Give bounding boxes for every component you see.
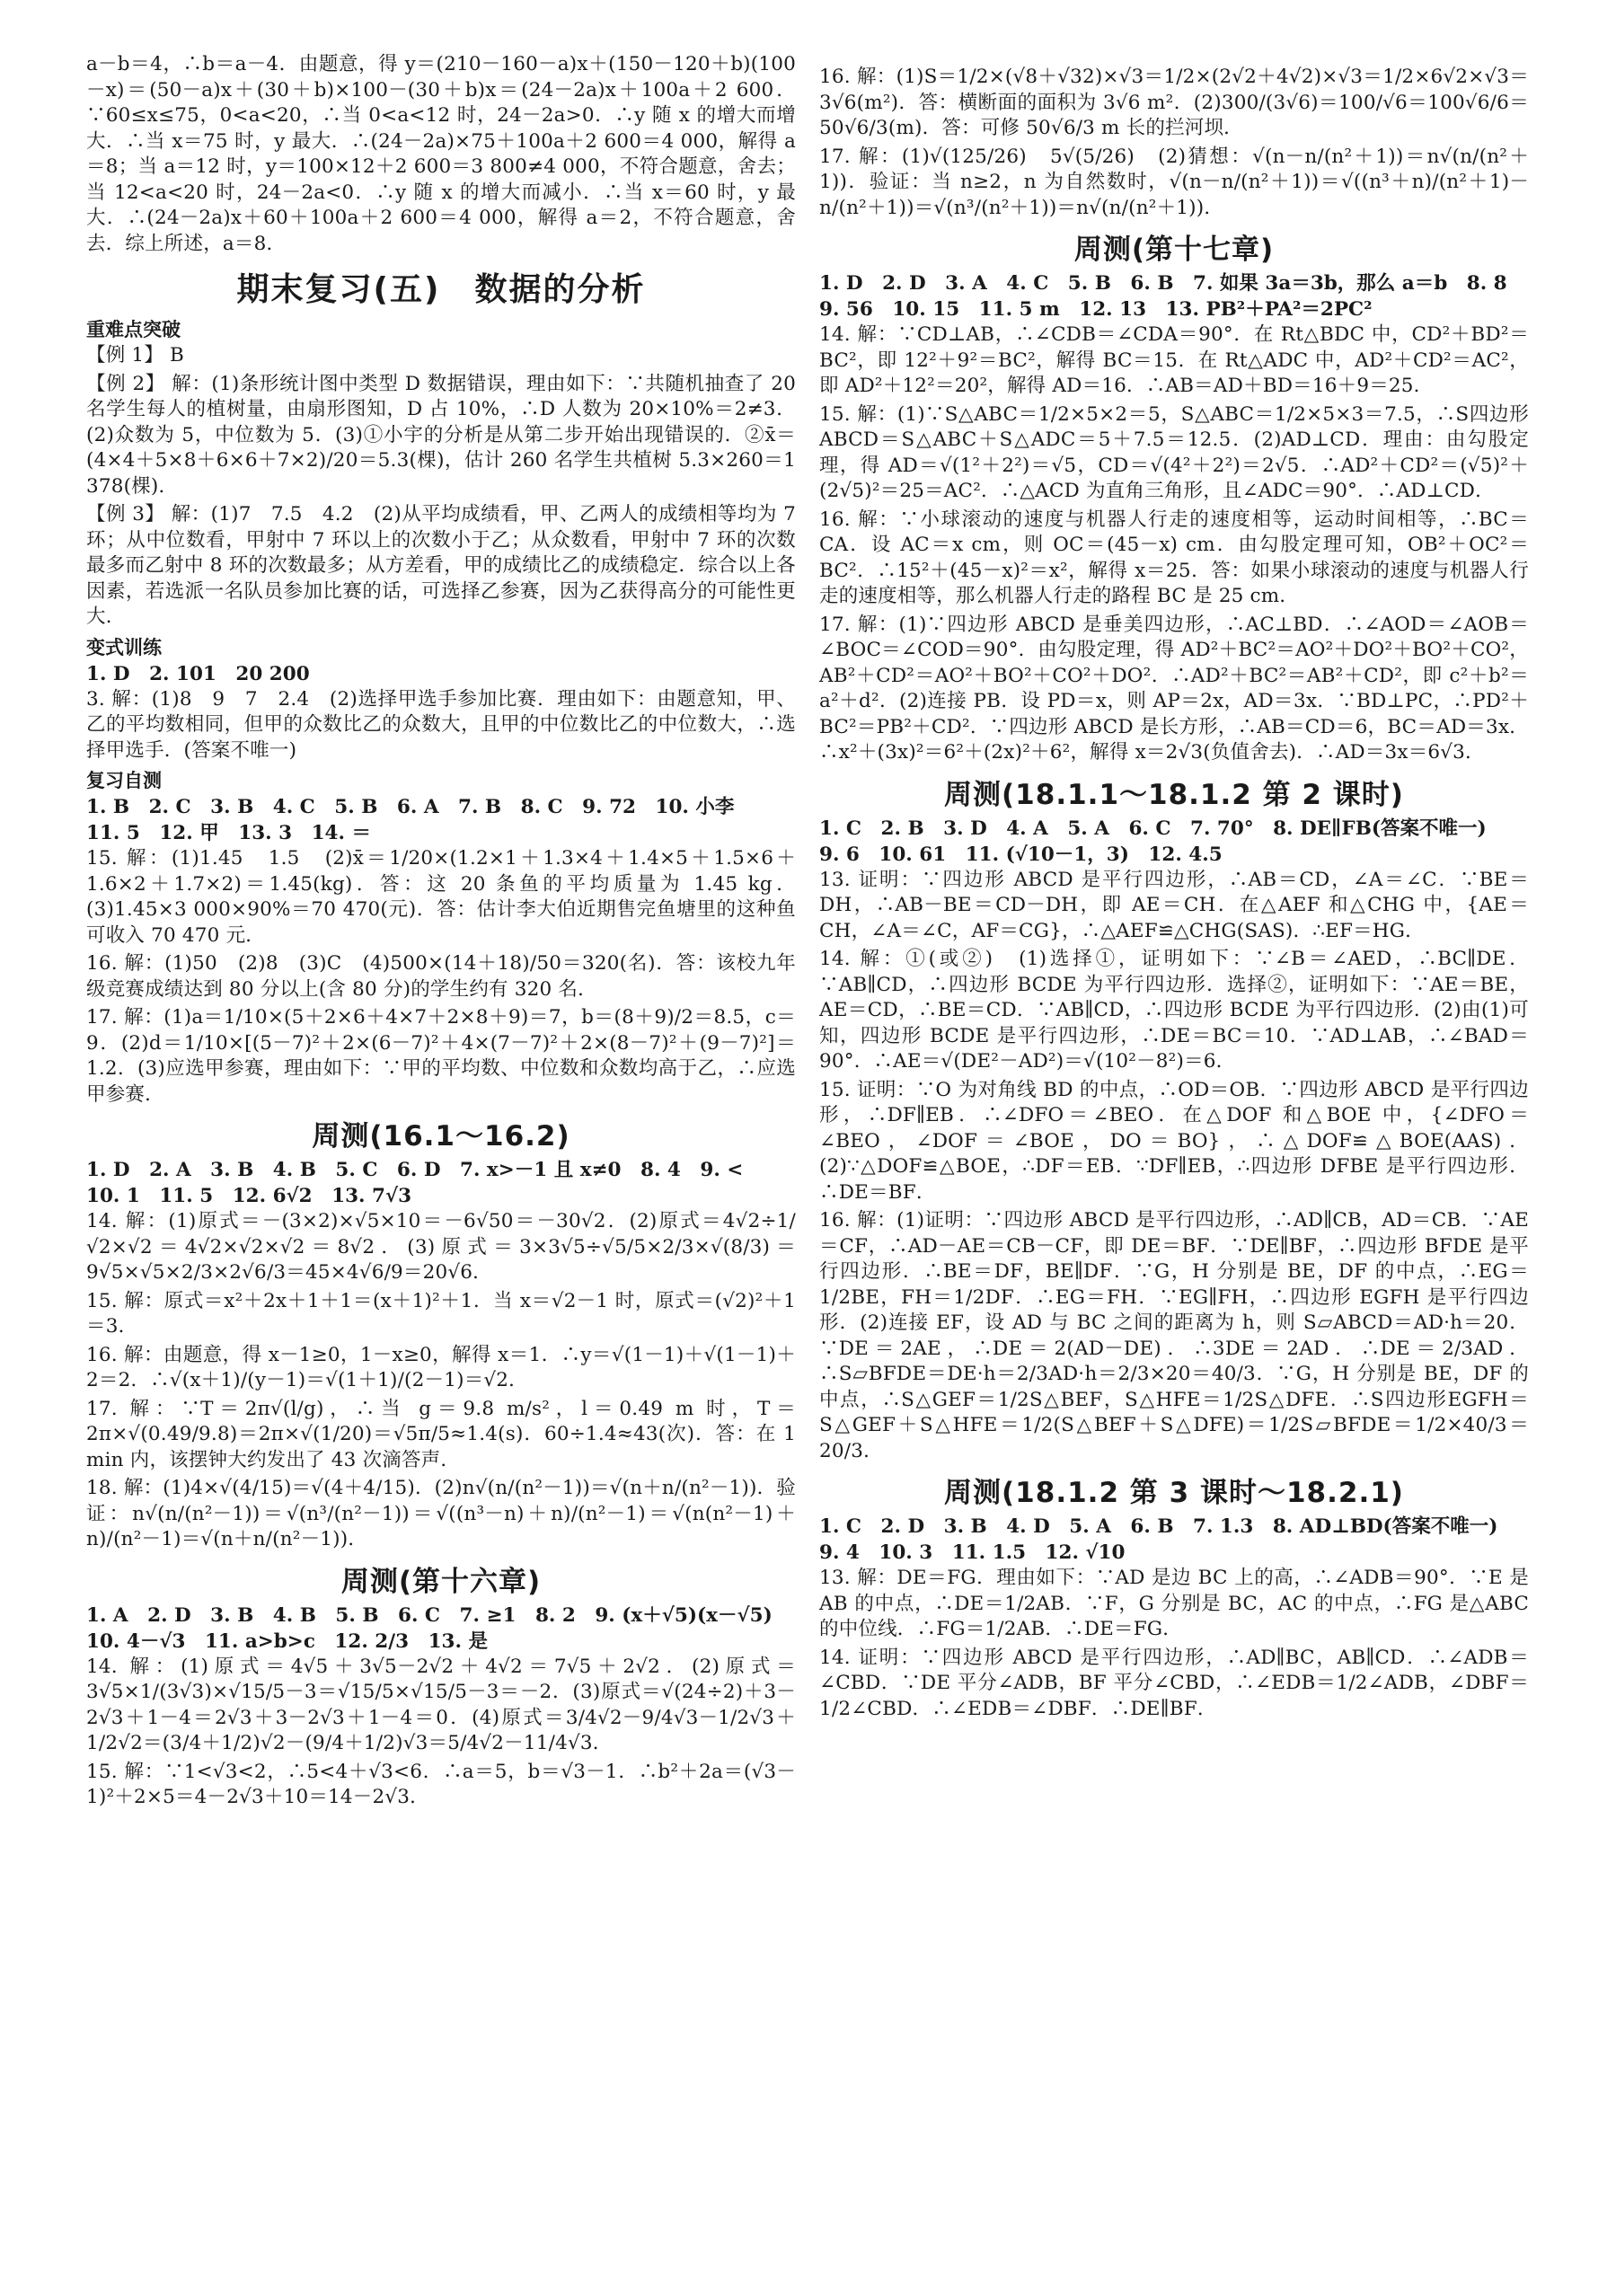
answer-line: 1. D 2. A 3. B 4. B 5. C 6. D 7. x>－1 且 x≠0 8. 4 9. < xyxy=(86,1159,744,1181)
solution-text: 14. 解：(1)原式＝－(3×2)×√5×10＝－6√50＝－30√2．(2)原式＝4√2÷1/√2×√2＝4√2×√2×√2＝8√2．(3)原式＝3×3√5÷√5/5×2/3×√(8/3)＝9√5×√5×2/3×2√6/3＝45×4√6/9＝20√6． xyxy=(86,1210,796,1284)
section-title: 周测(第十七章) xyxy=(1073,234,1275,266)
solution-text: 14. 解：(1)原式＝4√5＋3√5－2√2＋4√2＝7√5＋2√2．(2)原式＝3√5×1/(3√3)×√15/5－3＝√15/5×√15/5－3＝－2．(3)原式＝√(24÷2)＋3－2√3＋1－4＝2√3＋3－2√3＋1－4＝0．(4)原式＝3/4√2－9/4√3－1/2√3＋1/2√2＝(3/4＋1/2)√2－(9/4＋1/2)√3＝5/4√2－11/4√3． xyxy=(86,1655,796,1754)
section-title: 期末复习(五) 数据的分析 xyxy=(236,271,646,308)
solution-text: 16. 解：∵小球滚动的速度与机器人行走的速度相等，运动时间相等，∴BC＝CA．设 AC＝x cm，则 OC＝(45－x) cm．由勾股定理可知，OB²＋OC²＝BC²．∴15²＋(45－x)²＝x²，解得 x＝25．答：如果小球滚动的速度与机器人行走的速度相等，那么机器人行走的路程 BC 是 25 cm． xyxy=(819,508,1529,607)
answer-line: 1. B 2. C 3. B 4. C 5. B 6. A 7. B 8. C 9. 72 10. 小李 xyxy=(86,796,735,818)
example-answer: 【例 3】 解：(1)7 7.5 4.2 (2)从平均成绩看，甲、乙两人的成绩相等均为 7 环；从中位数看，甲射中 7 环以上的次数小于乙；从众数看，甲射中 7 环的次数最多而乙射中 8 环的次数最多；从方差看，甲的成绩比乙的成绩稳定．综合以上各因素，若选派一名队员参加比赛的话，可选择乙参赛，因为乙获得高分的可能性更大． xyxy=(86,503,803,628)
solution-text: 14. 解：①(或②) (1)选择①，证明如下：∵∠B＝∠AED，∴BC∥DE．∵AB∥CD，∴四边形 BCDE 为平行四边形．选择②，证明如下：∵AE＝BE，AE＝CD，∴BE＝CD．∵AB∥CD，∴四边形 BCDE 为平行四边形．(2)由(1)可知，四边形 BCDE 是平行四边形，∴DE＝BC＝10．∵AD⊥AB，∴∠BAD＝90°．∴AE＝√(DE²－AD²)＝√(10²－8²)＝6． xyxy=(819,948,1529,1073)
solution-text: 17. 解：(1)√(125/26) 5√(5/26) (2)猜想：√(n－n/(n²＋1))＝n√(n/(n²＋1))．验证：当 n≥2，n 为自然数时，√(n－n/(n²＋1))＝√((n³＋n)/(n²＋1)－n/(n²＋1))＝√(n³/(n²＋1))＝n√(n/(n²＋1))． xyxy=(819,145,1529,219)
solution-text: 16. 解：(1)证明：∵四边形 ABCD 是平行四边形，∴AD∥CB，AD＝CB．∵AE＝CF，∴AD－AE＝CB－CF，即 DE＝BF．∵DE∥BF，∴四边形 BFDE 是平行四边形．∴BE＝DF，BE∥DF．∵G，H 分别是 BE，DF 的中点，∴EG＝1/2BE，FH＝1/2DF．∴EG＝FH．∵EG∥FH，∴四边形 EGFH 是平行四边形．(2)连接 EF，设 AD 与 BC 之间的距离为 h，则 S▱ABCD＝AD·h＝20．∵DE＝2AE，∴DE＝2(AD－DE)．∴3DE＝2AD．∴DE＝2/3AD．∴S▱BFDE＝DE·h＝2/3AD·h＝2/3×20＝40/3．∵G，H 分别是 BE，DF 的中点，∴S△GEF＝1/2S△BEF，S△HFE＝1/2S△DFE．∴S四边形EGFH＝S△GEF＋S△HFE＝1/2(S△BEF＋S△DFE)＝1/2S▱BFDE＝1/2×40/3＝20/3． xyxy=(819,1209,1529,1462)
answer-line: 1. A 2. D 3. B 4. B 5. B 6. C 7. ≥1 8. 2 9. (x＋√5)(x－√5) xyxy=(86,1603,773,1627)
solution-text: 13. 证明：∵四边形 ABCD 是平行四边形，∴AB＝CD，∠A＝∠C．∵BE＝DH，∴AB－BE＝CD－DH，即 AE＝CH．在△AEF 和△CHG 中，{AE＝CH，∠A＝∠C，AF＝CG}，∴△AEF≌△CHG(SAS)．∴EF＝HG． xyxy=(819,868,1529,942)
solution-text: 16. 解：(1)S＝1/2×(√8＋√32)×√3＝1/2×(2√2＋4√2)×√3＝1/2×6√2×√3＝3√6(m²)．答：横断面的面积为 3√6 m²．(2)300/(3√6)＝100/√6＝100√6/6＝50√6/3(m)．答：可修 50√6/3 m 长的拦河坝． xyxy=(819,66,1529,139)
subsection-title: 重难点突破 xyxy=(86,319,181,340)
answer-line: 1. D 2. D 3. A 4. C 5. B 6. B 7. 如果 3a＝3b，那么 a＝b 8. 8 xyxy=(819,272,1507,295)
answer-line: 9. 6 10. 61 11. (√10－1，3) 12. 4.5 xyxy=(819,843,1223,866)
solution-text: 17. 解：(1)∵四边形 ABCD 是垂美四边形，∴AC⊥BD．∴∠AOD＝∠AOB＝∠BOC＝∠COD＝90°．由勾股定理，得 AD²＋BC²＝AO²＋DO²＋BO²＋CO²，AB²＋CD²＝AO²＋BO²＋CO²＋DO²．∴AD²＋BC²＝AB²＋CD²，即 c²＋b²＝a²＋d²．(2)连接 PB．设 PD＝x，则 AP＝2x，AD＝3x．∵BD⊥PC，∴PD²＋BC²＝PB²＋CD²．∵四边形 ABCD 是长方形，∴AB＝CD＝6，BC＝AD＝3x．∴x²＋(3x)²＝6²＋(2x)²＋6²，解得 x＝2√3(负值舍去)．∴AD＝3x＝6√3． xyxy=(819,613,1529,764)
example-answer: 【例 1】 B xyxy=(86,344,185,366)
answer-line: 1. C 2. B 3. D 4. A 5. A 6. C 7. 70° 8. DE∥FB(答案不唯一) xyxy=(819,817,1487,840)
solution-text: 15. 解：(1)1.45 1.5 (2)x̄＝1/20×(1.2×1＋1.3×4＋1.4×5＋1.5×6＋1.6×2＋1.7×2)＝1.45(kg)．答：这 20 条鱼的平均质量为 1.45 kg．(3)1.45×3 000×90%＝70 470(元)．答：估计李大伯近期售完鱼塘里的这种鱼可收入 70 470 元． xyxy=(86,847,796,947)
solution-text: 14. 证明：∵四边形 ABCD 是平行四边形，∴AD∥BC，AB∥CD．∴∠ADB＝∠CBD．∵DE 平分∠ADB，BF 平分∠CBD，∴∠EDB＝1/2∠ADB，∠DBF＝1/2∠CBD．∴∠EDB＝∠DBF．∴DE∥BF． xyxy=(819,1646,1529,1720)
solution-text: 18. 解：(1)4×√(4/15)＝√(4＋4/15)．(2)n√(n/(n²－1))＝√(n＋n/(n²－1))．验证：n√(n/(n²－1))＝√(n³/(n²－1))＝√((n³－n)＋n)/(n²－1)＝√(n(n²－1)＋n)/(n²－1)＝√(n＋n/(n²－1))． xyxy=(86,1477,796,1550)
subsection-title: 变式训练 xyxy=(86,636,162,658)
section-title: 周测(16.1～16.2) xyxy=(312,1120,570,1152)
solution-text: 15. 解：(1)∵S△ABC＝1/2×5×2＝5，S△ABC＝1/2×5×3＝7.5，∴S四边形ABCD＝S△ABC＋S△ADC＝5＋7.5＝12.5．(2)AD⊥CD．理由：由勾股定理，得 AD＝√(1²＋2²)＝√5，CD＝√(4²＋2²)＝2√5．∴AD²＋CD²＝(√5)²＋(2√5)²＝25＝AC²．∴△ACD 为直角三角形，且∠ADC＝90°．∴AD⊥CD． xyxy=(819,402,1529,502)
section-title: 周测(18.1.1～18.1.2 第 2 课时) xyxy=(944,778,1404,811)
answer-line: 1. C 2. D 3. B 4. D 5. A 6. B 7. 1.3 8. AD⊥BD(答案不唯一) xyxy=(819,1515,1498,1538)
answer-line: 1. D 2. 101 20 200 xyxy=(86,662,310,685)
example-answer: 【例 2】 解：(1)条形统计图中类型 D 数据错误，理由如下：∵共随机抽查了 20 名学生每人的植树量，由扇形图知，D 占 10%，∴D 人数为 20×10%＝2≠3．(2)众数为 5，中位数为 5．(3)①小宇的分析是从第二步开始出现错误的．②x̄＝(4×4＋5×8＋6×6＋7×2)/20＝5.3(棵)，估计 260 名学生共植树 5.3×260＝1 378(棵)． xyxy=(86,372,803,498)
answer-line: 10. 1 11. 5 12. 6√2 13. 7√3 xyxy=(86,1185,412,1207)
solution-text: 15. 解：∵1<√3<2，∴5<4＋√3<6．∴a＝5，b＝√3－1．∴b²＋2a＝(√3－1)²＋2×5＝4－2√3＋10＝14－2√3． xyxy=(86,1760,796,1808)
solution-text: 17. 解：∵T＝2π√(l/g)，∴当 g＝9.8 m/s²，l＝0.49 m 时，T＝2π×√(0.49/9.8)＝2π×√(1/20)＝√5π/5≈1.4(s)．60÷1.4≈43(次)．答：在 1 min 内，该摆钟大约发出了 43 次滴答声． xyxy=(86,1397,803,1471)
section-title: 周测(第十六章) xyxy=(340,1565,542,1598)
left-column xyxy=(86,52,803,1814)
answer-line: 11. 5 12. 甲 13. 3 14. ＝ xyxy=(86,822,371,844)
solution-text: 13. 解：DE＝FG．理由如下：∵AD 是边 BC 上的高，∴∠ADB＝90°．∵E 是 AB 的中点，∴DE＝1/2AB．∵F，G 分别是 BC，AC 的中点，∴FG 是△ABC 的中位线．∴FG＝1/2AB．∴DE＝FG． xyxy=(819,1567,1536,1640)
solution-text: 17. 解：(1)a＝1/10×(5＋2×6＋4×7＋2×8＋9)＝7，b＝(8＋9)/2＝8.5，c＝9．(2)d＝1/10×[(5－7)²＋2×(6－7)²＋4×(7－7)²＋2×(8－7)²＋(9－7)²]＝1.2．(3)应选甲参赛，理由如下：∵甲的平均数、中位数和众数均高于乙，∴应选甲参赛． xyxy=(86,1006,796,1106)
section-title: 周测(18.1.2 第 3 课时～18.2.1) xyxy=(944,1477,1404,1509)
subsection-title: 复习自测 xyxy=(86,770,162,791)
right-column xyxy=(819,65,1536,1725)
solution-text: a－b＝4，∴b＝a－4．由题意，得 y＝(210－160－a)x＋(150－120＋b)(100－x)＝(50－a)x＋(30＋b)×100－(30＋b)x＝(24－2a)x＋100a＋2 600．∵60≤x≤75，0<a<20，∴当 0<a<12 时，24－2a>0．∴y 随 x 的增大而增大．∴当 x＝75 时，y 最大．∴(24－2a)×75＋100a＋2 600＝4 000，解得 a＝8；当 a＝12 时，y＝100×12＋2 600＝3 800≠4 000，不符合题意，舍去；当 12<a<20 时，24－2a<0．∴y 随 x 的增大而减小．∴当 x＝60 时，y 最大．∴(24－2a)x＋60＋100a＋2 600＝4 000，解得 a＝2，不符合题意，舍去．综上所述，a＝8． xyxy=(86,53,796,255)
solution-text: 15. 证明：∵O 为对角线 BD 的中点，∴OD＝OB．∵四边形 ABCD 是平行四边形，∴DF∥EB．∴∠DFO＝∠BEO．在△DOF 和△BOE 中，{∠DFO＝∠BEO，∠DOF＝∠BOE，DO＝BO}，∴△DOF≌△BOE(AAS)．(2)∵△DOF≌△BOE，∴DF＝EB．∵DF∥EB，∴四边形 DFBE 是平行四边形．∴DE＝BF． xyxy=(819,1078,1529,1204)
solution-text: 3. 解：(1)8 9 7 2.4 (2)选择甲选手参加比赛．理由如下：由题意知，甲、乙的平均数相同，但甲的众数比乙的众数大，且甲的中位数比乙的中位数大，∴选择甲选手．(答案不唯一) xyxy=(86,687,796,762)
answer-line: 9. 4 10. 3 11. 1.5 12. √10 xyxy=(819,1541,1126,1564)
answer-line: 10. 4－√3 11. a>b>c 12. 2/3 13. 是 xyxy=(86,1629,488,1653)
solution-text: 14. 解：∵CD⊥AB，∴∠CDB＝∠CDA＝90°．在 Rt△BDC 中，CD²＋BD²＝BC²，即 12²＋9²＝BC²，解得 BC＝15．在 Rt△ADC 中，AD²＋CD²＝AC²，即 AD²＋12²＝20²，解得 AD＝16．∴AB＝AD＋BD＝16＋9＝25． xyxy=(819,323,1529,397)
answer-line: 9. 56 10. 15 11. 5 m 12. 13 13. PB²＋PA²＝2PC² xyxy=(819,298,1373,321)
solution-text: 16. 解：由题意，得 x－1≥0，1－x≥0，解得 x＝1．∴y＝√(1－1)＋√(1－1)＋2＝2．∴√(x＋1)/(y－1)＝√(1＋1)/(2－1)＝√2． xyxy=(86,1343,796,1391)
solution-text: 16. 解：(1)50 (2)8 (3)C (4)500×(14＋18)/50＝320(名)．答：该校九年级竞赛成绩达到 80 分以上(含 80 分)的学生约有 320 名． xyxy=(86,952,796,1001)
solution-text: 15. 解：原式＝x²＋2x＋1＋1＝(x＋1)²＋1．当 x＝√2－1 时，原式＝(√2)²＋1＝3． xyxy=(86,1289,796,1338)
